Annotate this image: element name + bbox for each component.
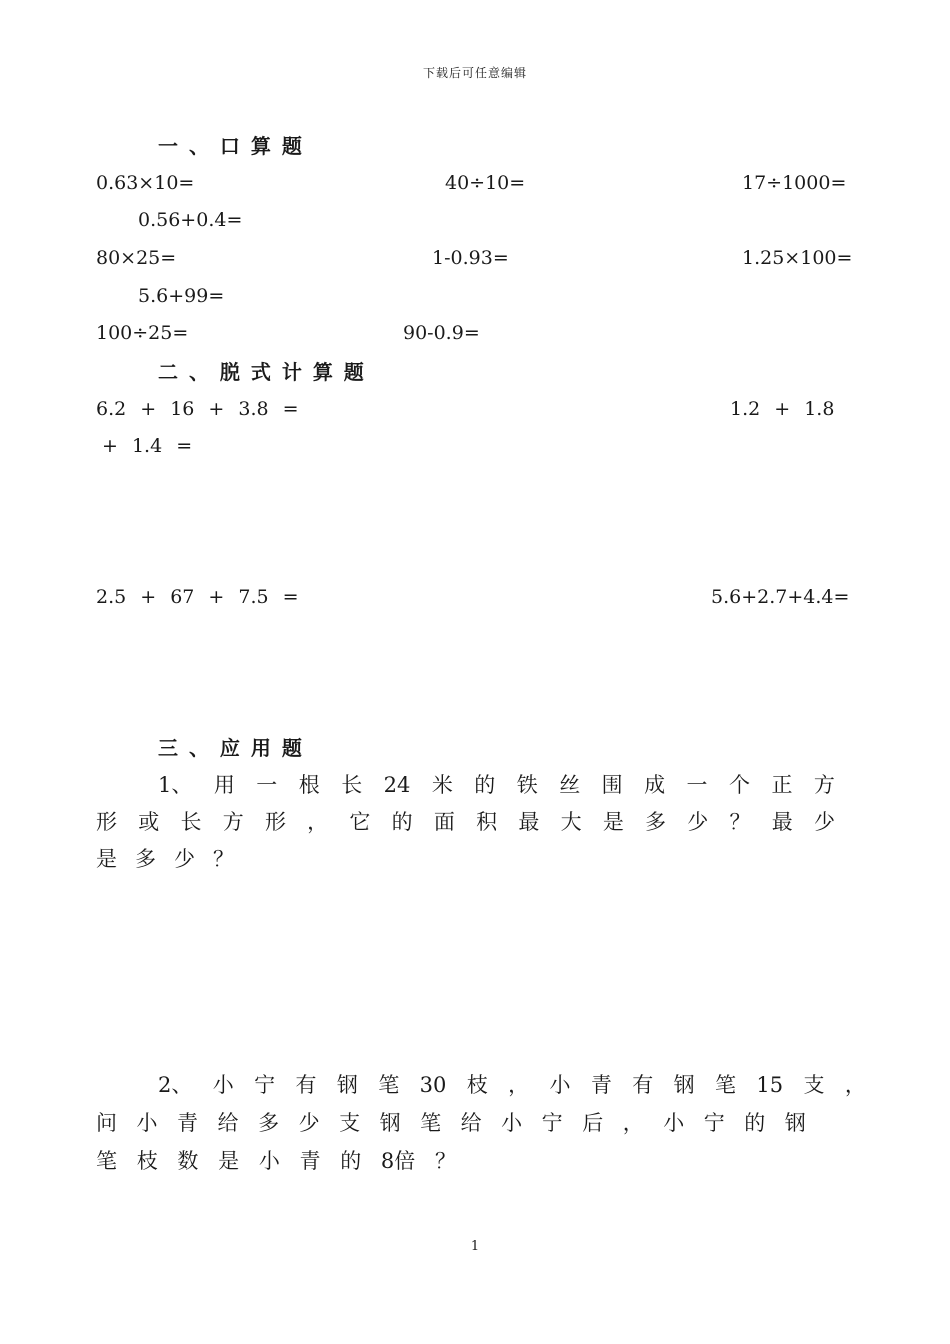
equation: 90-0.9= <box>403 322 480 344</box>
char: 数 <box>177 1149 199 1173</box>
char: 小 <box>258 1149 280 1173</box>
char: 钢 <box>379 1111 401 1135</box>
char: 笔 <box>714 1073 736 1097</box>
char: 8倍 <box>380 1149 416 1173</box>
char: 15 <box>756 1073 784 1097</box>
char: 宁 <box>703 1111 725 1135</box>
char: 青 <box>177 1111 199 1135</box>
char: 多 <box>135 847 156 871</box>
char: 方 <box>222 810 244 834</box>
char: 最 <box>771 810 793 834</box>
char: 长 <box>341 773 363 797</box>
char: 笔 <box>420 1111 442 1135</box>
expression: 5.6+2.7+4.4= <box>711 586 850 608</box>
char: ， <box>622 1111 644 1135</box>
char: 枝 <box>136 1149 158 1173</box>
char: 小 <box>136 1111 158 1135</box>
equation: 17÷1000= <box>742 172 847 194</box>
equation: 100÷25= <box>96 322 189 344</box>
equation: 5.6+99= <box>138 285 225 307</box>
char: 用 <box>213 773 235 797</box>
char: 一 <box>686 773 708 797</box>
char: 青 <box>299 1149 321 1173</box>
char: 30 <box>419 1073 447 1097</box>
char: 2、 <box>158 1073 193 1097</box>
char: 后 <box>582 1111 604 1135</box>
char: 小 <box>212 1073 234 1097</box>
char: 方 <box>813 773 835 797</box>
char: 有 <box>295 1073 317 1097</box>
question-2-line-1 <box>158 1075 866 1096</box>
equation: 40÷10= <box>445 172 526 194</box>
char: 它 <box>349 810 371 834</box>
expression: 1.2 + 1.8 <box>730 398 835 420</box>
char: 给 <box>460 1111 482 1135</box>
question-1-line-1 <box>158 775 835 796</box>
page-number: 1 <box>470 1239 480 1254</box>
char: 或 <box>138 810 160 834</box>
question-1-line-2 <box>96 812 835 833</box>
equation: 1-0.93= <box>432 247 509 269</box>
char: 的 <box>340 1149 362 1173</box>
question-2-line-3 <box>96 1151 456 1172</box>
char: ？ <box>213 847 234 871</box>
char: 有 <box>632 1073 654 1097</box>
char: 最 <box>518 810 540 834</box>
equation: 0.56+0.4= <box>138 209 243 231</box>
char: 小 <box>549 1073 571 1097</box>
question-1-line-3 <box>96 849 234 870</box>
page-header-note: 下载后可任意编辑 <box>422 66 527 80</box>
char: 是 <box>602 810 624 834</box>
char: 成 <box>644 773 666 797</box>
char: 的 <box>744 1111 766 1135</box>
char: 少 <box>813 810 835 834</box>
char: 枝 <box>466 1073 488 1097</box>
char: 正 <box>771 773 793 797</box>
section-title-step-calculation: 二 、 脱 式 计 算 题 <box>158 360 366 384</box>
expression: 2.5 + 67 + 7.5 = <box>96 586 299 608</box>
equation: 80×25= <box>96 247 177 269</box>
char: 的 <box>474 773 496 797</box>
equation: 0.63×10= <box>96 172 195 194</box>
char: 笔 <box>96 1149 117 1173</box>
char: 宁 <box>254 1073 276 1097</box>
equation: 1.25×100= <box>742 247 853 269</box>
char: 形 <box>96 810 117 834</box>
char: 一 <box>256 773 278 797</box>
char: ？ <box>435 1149 456 1173</box>
char: 积 <box>476 810 498 834</box>
char: 支 <box>339 1111 361 1135</box>
char: 小 <box>501 1111 523 1135</box>
char: 给 <box>217 1111 239 1135</box>
char: 是 <box>218 1149 240 1173</box>
char: 的 <box>391 810 413 834</box>
char: 是 <box>96 847 117 871</box>
char: 根 <box>298 773 320 797</box>
char: 多 <box>258 1111 280 1135</box>
section-title-word-problems: 三 、 应 用 题 <box>158 736 304 760</box>
char: 米 <box>431 773 453 797</box>
char: 1、 <box>158 773 193 797</box>
char: 青 <box>590 1073 612 1097</box>
char: 钢 <box>673 1073 695 1097</box>
char: 面 <box>433 810 455 834</box>
char: 铁 <box>516 773 538 797</box>
char: 24 <box>383 773 411 797</box>
char: 支 <box>803 1073 825 1097</box>
char: 形 <box>264 810 286 834</box>
char: 问 <box>96 1111 117 1135</box>
char: 小 <box>663 1111 685 1135</box>
char: 围 <box>601 773 623 797</box>
expression: 6.2 + 16 + 3.8 = <box>96 398 299 420</box>
char: 多 <box>645 810 667 834</box>
char: ？ <box>729 810 751 834</box>
char: 钢 <box>336 1073 358 1097</box>
char: 丝 <box>559 773 581 797</box>
char: 少 <box>298 1111 320 1135</box>
char: ， <box>844 1073 866 1097</box>
char: 宁 <box>541 1111 563 1135</box>
expression: + 1.4 = <box>102 435 193 457</box>
section-title-mental-math: 一 、 口 算 题 <box>158 134 304 158</box>
char: 少 <box>687 810 709 834</box>
question-2-line-2 <box>96 1113 806 1134</box>
char: 长 <box>180 810 202 834</box>
char: 个 <box>729 773 750 797</box>
char: 笔 <box>378 1073 400 1097</box>
char: 大 <box>560 810 582 834</box>
char: 钢 <box>784 1111 806 1135</box>
char: ， <box>307 810 329 834</box>
char: 少 <box>174 847 195 871</box>
char: ， <box>508 1073 530 1097</box>
